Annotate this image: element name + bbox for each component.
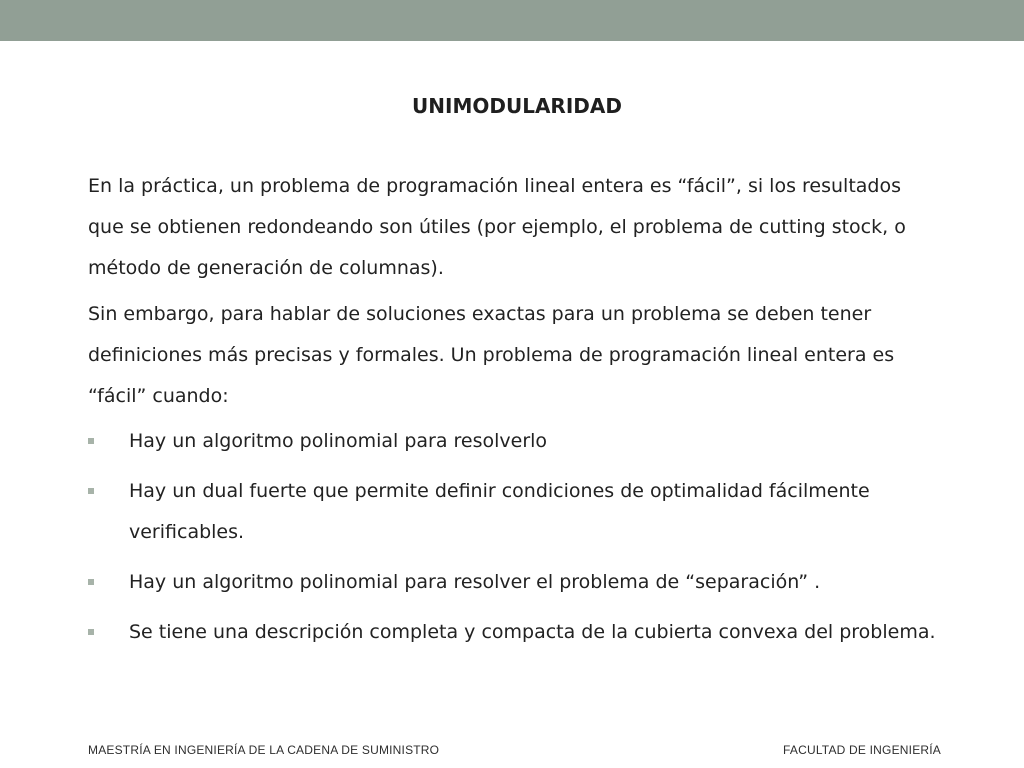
list-item-text: Se tiene una descripción completa y compacta de la cubierta convexa del problema.: [129, 621, 936, 643]
square-bullet-icon: [88, 488, 94, 494]
list-item-text: Hay un algoritmo polinomial para resolverlo: [129, 430, 548, 452]
slide-body: [88, 166, 938, 662]
square-bullet-icon: [88, 579, 94, 585]
list-item-text: Hay un algoritmo polinomial para resolver el problema de “separación” .: [129, 571, 821, 593]
list-item: [88, 612, 938, 653]
slide-title: UNIMODULARIDAD: [412, 94, 622, 118]
list-item: [88, 421, 938, 462]
header-band: [0, 0, 1024, 41]
footer-program-name: MAESTRÍA EN INGENIERÍA DE LA CADENA DE SUMINISTRO: [88, 743, 440, 757]
list-item: [88, 471, 938, 553]
list-item-text: Hay un dual fuerte que permite definir condiciones de optimalidad fácilmente verificables.: [129, 480, 870, 543]
intro-paragraph: En la práctica, un problema de programación lineal entera es “fácil”, si los resultados que se obtienen redondeando son útiles (por ejemplo, el problema de cutting stock, o método de generación de columnas).: [88, 175, 906, 279]
definition-paragraph: Sin embargo, para hablar de soluciones exactas para un problema se deben tener definiciones más precisas y formales. Un problema de programación lineal entera es “fácil” cuando:: [88, 303, 895, 407]
square-bullet-icon: [88, 629, 94, 635]
square-bullet-icon: [88, 438, 94, 444]
footer-faculty-name: FACULTAD DE INGENIERÍA: [783, 743, 941, 757]
condition-list: [88, 421, 938, 653]
list-item: [88, 562, 938, 603]
